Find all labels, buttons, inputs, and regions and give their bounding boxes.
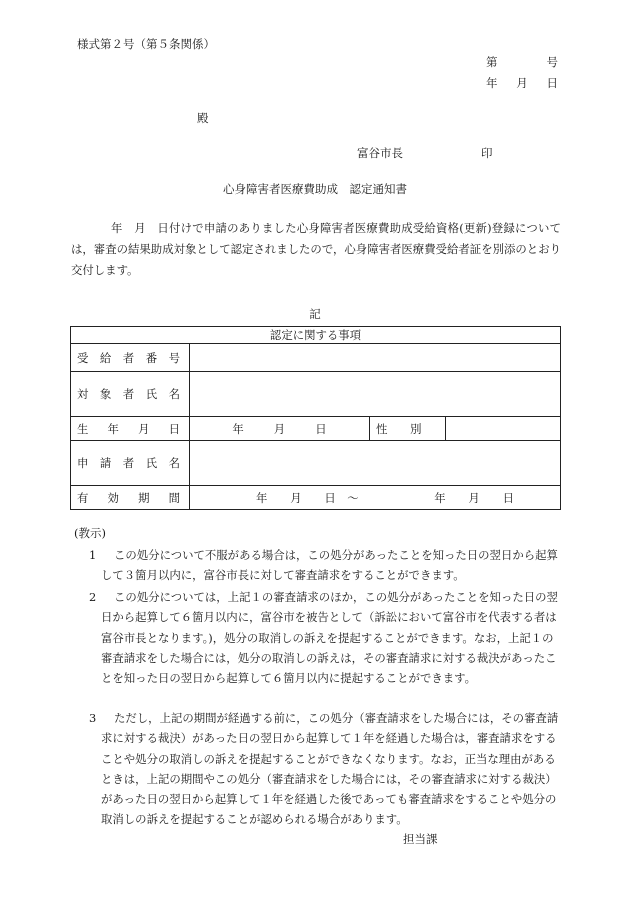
note-item-2 (89, 587, 559, 688)
body-text: 年 月 日付けで申請のありました心身障害者医療費助成受給資格(更新)登録については，審査の結果助成対象として認定されましたので，心身障害者医療費受給者証を別添のとおり交付します。 (71, 221, 561, 277)
document-number (486, 57, 558, 69)
note-number: 2 (89, 590, 97, 604)
certification-table (70, 326, 561, 510)
validity-period-label: 有効期間 (71, 486, 190, 510)
note-text: ただし，上記の期間が経過する前に，この処分（審査請求をした場合には，その審査請求に対する裁決）があった日の翌日から起算して１年を経過した場合は，審査請求をすることや処分の取消しの訴えを提起することができなくなります。なお，正当な理由があるときは，上記の期間やこの処分（審査請求をした場合には，その審査請求に対する裁決）があった日の翌日から起算して１年を経過した後であっても審査請求をすることや処分の取消しの訴えを提起することが認められる場合があります。 (101, 711, 559, 827)
applicant-name-label: 申請者氏名 (71, 441, 190, 486)
note-item-3 (89, 708, 559, 830)
birth-day: 日 (315, 421, 327, 436)
date-year: 年 (486, 76, 498, 90)
recipient-honorific: 殿 (197, 111, 209, 125)
notes-heading: (教示) (74, 526, 106, 540)
tilde: ～ (347, 490, 359, 505)
sex-field (446, 417, 561, 441)
document-date (486, 78, 558, 90)
birth-date-label: 生年月日 (71, 417, 190, 441)
note-number: 3 (89, 711, 97, 725)
sex-label: 性 別 (370, 417, 446, 441)
issuer-name: 富谷市長 (357, 146, 403, 160)
number-suffix: 号 (546, 55, 558, 69)
seal-mark: 印 (481, 146, 493, 160)
subject-name-field (190, 372, 561, 417)
note-text: この処分について不服がある場合は，この処分があったことを知った日の翌日から起算して３箇月以内に，富谷市長に対して審査請求をすることができます。 (101, 548, 558, 583)
document-title: 心身障害者医療費助成 認定通知書 (223, 182, 407, 196)
date-day: 日 (546, 76, 558, 90)
validity-end: 年 月 日 (434, 490, 514, 505)
birth-month: 月 (273, 421, 286, 436)
table-header: 認定に関する事項 (71, 327, 561, 344)
ki-heading: 記 (309, 307, 321, 321)
birth-date-field (190, 417, 370, 441)
note-text: この処分については，上記１の審査請求のほか，この処分があったことを知った日の翌日から起算して６箇月以内に，富谷市を被告として（訴訟において富谷市を代表する者は富谷市長となります。)，処分の取消しの訴えを提起することができます。なお，上記１の審査請求をした場合には，処分の取消しの訴えは，その審査請求に対する裁決があったことを知った日の翌日から起算して６箇月以内に提起することができます。 (101, 590, 558, 686)
number-prefix: 第 (486, 55, 498, 69)
note-item-1 (89, 545, 559, 586)
recipient-number-field (190, 344, 561, 372)
recipient-number-label: 受給者番号 (71, 344, 190, 372)
note-number: 1 (89, 548, 97, 562)
contact-department: 担当課 (403, 832, 438, 846)
form-number: 様式第２号（第５条関係） (77, 37, 215, 51)
validity-start: 年 月 日 ～ (256, 490, 359, 505)
birth-year: 年 (232, 421, 244, 436)
applicant-name-field (190, 441, 561, 486)
issuer-line (357, 148, 493, 160)
date-month: 月 (516, 76, 528, 90)
subject-name-label: 対象者氏名 (71, 372, 190, 417)
validity-period-field (190, 486, 561, 510)
